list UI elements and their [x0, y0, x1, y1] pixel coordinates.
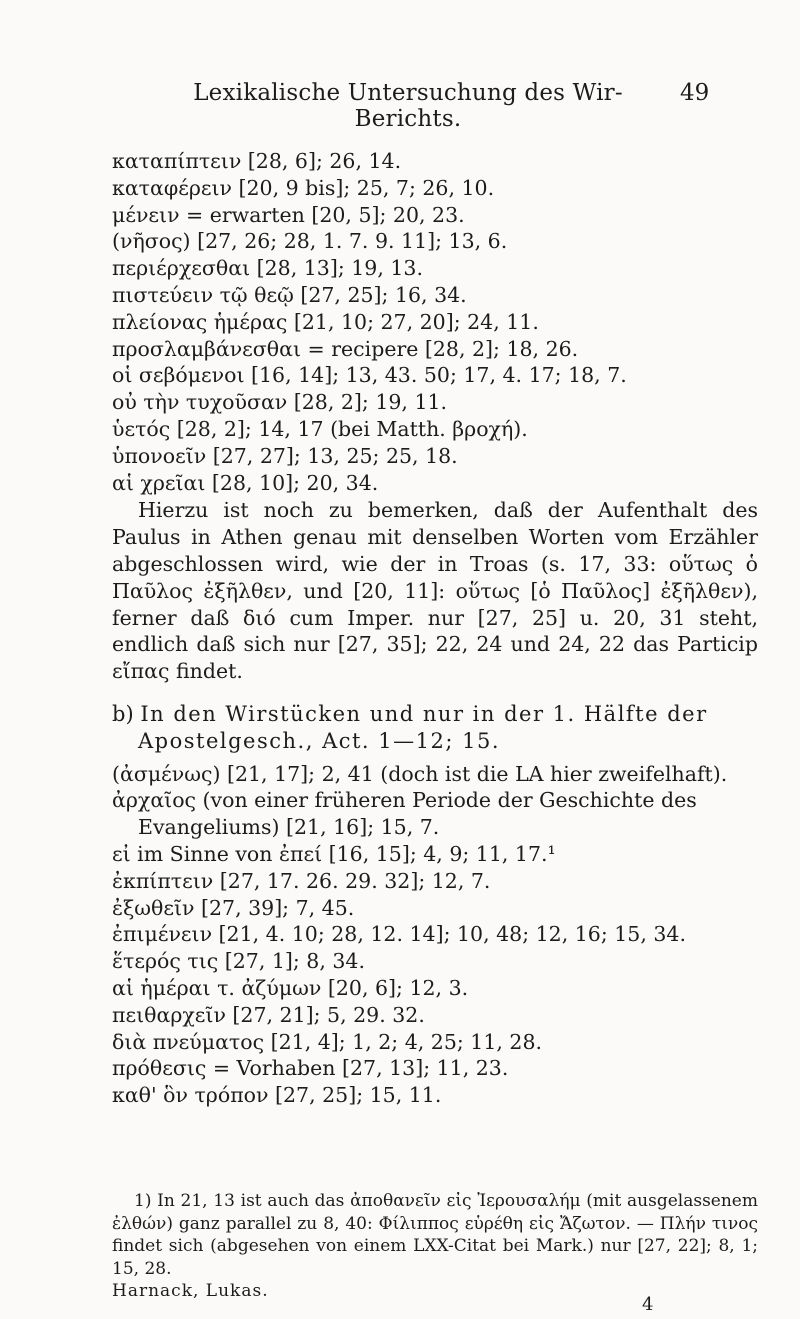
section-heading-b [112, 701, 758, 755]
main-text [112, 148, 758, 1109]
list-item: προσλαμβάνεσθαι = recipere [28, 2]; 18, 26. [112, 336, 579, 361]
list-item: εἰ im Sinne von ἐπεί [16, 15]; 4, 9; 11, 17.¹ [112, 841, 556, 866]
footer-author: Harnack, Lukas. [112, 1281, 269, 1301]
list-item: πιστεύειν τῷ θεῷ [27, 25]; 16, 34. [112, 282, 467, 307]
list-item: καταφέρειν [20, 9 bis]; 25, 7; 26, 10. [112, 175, 495, 200]
list-item: αἱ ἡμέραι τ. ἀζύμων [20, 6]; 12, 3. [112, 975, 469, 1000]
entry-list-b [112, 761, 758, 1109]
footnote: 1) In 21, 13 ist auch das ἀποθανεῖν εἰς Ἰερουσαλήμ (mit ausgelassenem ἐλθών) ganz parallel zu 8, 40: Φίλιππος εὑρέθη εἰς Ἄζωτον. — Πλήν τινος findet sich (abgesehen von einem LXX-Citat bei Mark.) nur [27, 22]; 8, 1; 15, 28. [112, 1191, 758, 1279]
section-title: In den Wirstücken und nur in der 1. Hälfte der Apostelgesch., Act. 1—12; 15. [138, 701, 708, 753]
list-item: ἐξωθεῖν [27, 39]; 7, 45. [112, 895, 355, 920]
remark-paragraph: Hierzu ist noch zu bemerken, daß der Aufenthalt des Paulus in Athen genau mit denselben Worten vom Erzähler abgeschlossen wird, wie der in Troas (s. 17, 33: οὕτως ὁ Παῦλος ἐξῆλθεν, und [20, 11]: οὕτως [ὁ Παῦλος] ἐξῆλθεν), ferner daß διό cum Imper. nur [27, 25] u. 20, 31 steht, endlich daß sich nur [27, 35]; 22, 24 und 24, 22 das Particip εἴπας findet. [112, 498, 758, 684]
entry-list-a [112, 148, 758, 496]
list-item: ἀρχαῖος (von einer früheren Periode der Geschichte des Evangeliums) [21, 16]; 15, 7. [112, 788, 697, 840]
list-item: οὐ τὴν τυχοῦσαν [28, 2]; 19, 11. [112, 390, 448, 415]
page-number: 49 [680, 80, 710, 106]
signature-mark: 4 [642, 1294, 654, 1315]
list-item: πλείονας ἡμέρας [21, 10; 27, 20]; 24, 11. [112, 309, 539, 334]
list-item: πρόθεσις = Vorhaben [27, 13]; 11, 23. [112, 1056, 509, 1081]
list-item: καθ' ὃν τρόπον [27, 25]; 15, 11. [112, 1083, 442, 1108]
list-item: (νῆσος) [27, 26; 28, 1. 7. 9. 11]; 13, 6. [112, 229, 508, 254]
list-item: ἐκπίπτειν [27, 17. 26. 29. 32]; 12, 7. [112, 868, 491, 893]
list-item: καταπίπτειν [28, 6]; 26, 14. [112, 149, 402, 173]
list-item: οἱ σεβόμενοι [16, 14]; 13, 43. 50; 17, 4. 17; 18, 7. [112, 363, 627, 388]
list-item: (ἀσμένως) [21, 17]; 2, 41 (doch ist die LA hier zweifelhaft). [112, 761, 728, 786]
list-item: πειθαρχεῖν [27, 21]; 5, 29. 32. [112, 1002, 425, 1027]
list-item: ἕτερός τις [27, 1]; 8, 34. [112, 949, 365, 974]
list-item: μένειν = erwarten [20, 5]; 20, 23. [112, 202, 465, 227]
list-item: αἱ χρεῖαι [28, 10]; 20, 34. [112, 470, 379, 495]
footnote-area [112, 1190, 758, 1301]
list-item: ὑετός [28, 2]; 14, 17 (bei Matth. βροχή). [112, 416, 528, 441]
running-header: Lexikalische Untersuchung des Wir-Berichts. [193, 80, 623, 132]
list-item: ἐπιμένειν [21, 4. 10; 28, 12. 14]; 10, 48; 12, 16; 15, 34. [112, 922, 686, 947]
list-item: περιέρχεσθαι [28, 13]; 19, 13. [112, 256, 423, 281]
list-item: ὑπονοεῖν [27, 27]; 13, 25; 25, 18. [112, 443, 458, 468]
section-marker: b) [112, 701, 134, 726]
list-item: διὰ πνεύματος [21, 4]; 1, 2; 4, 25; 11, 28. [112, 1029, 543, 1054]
